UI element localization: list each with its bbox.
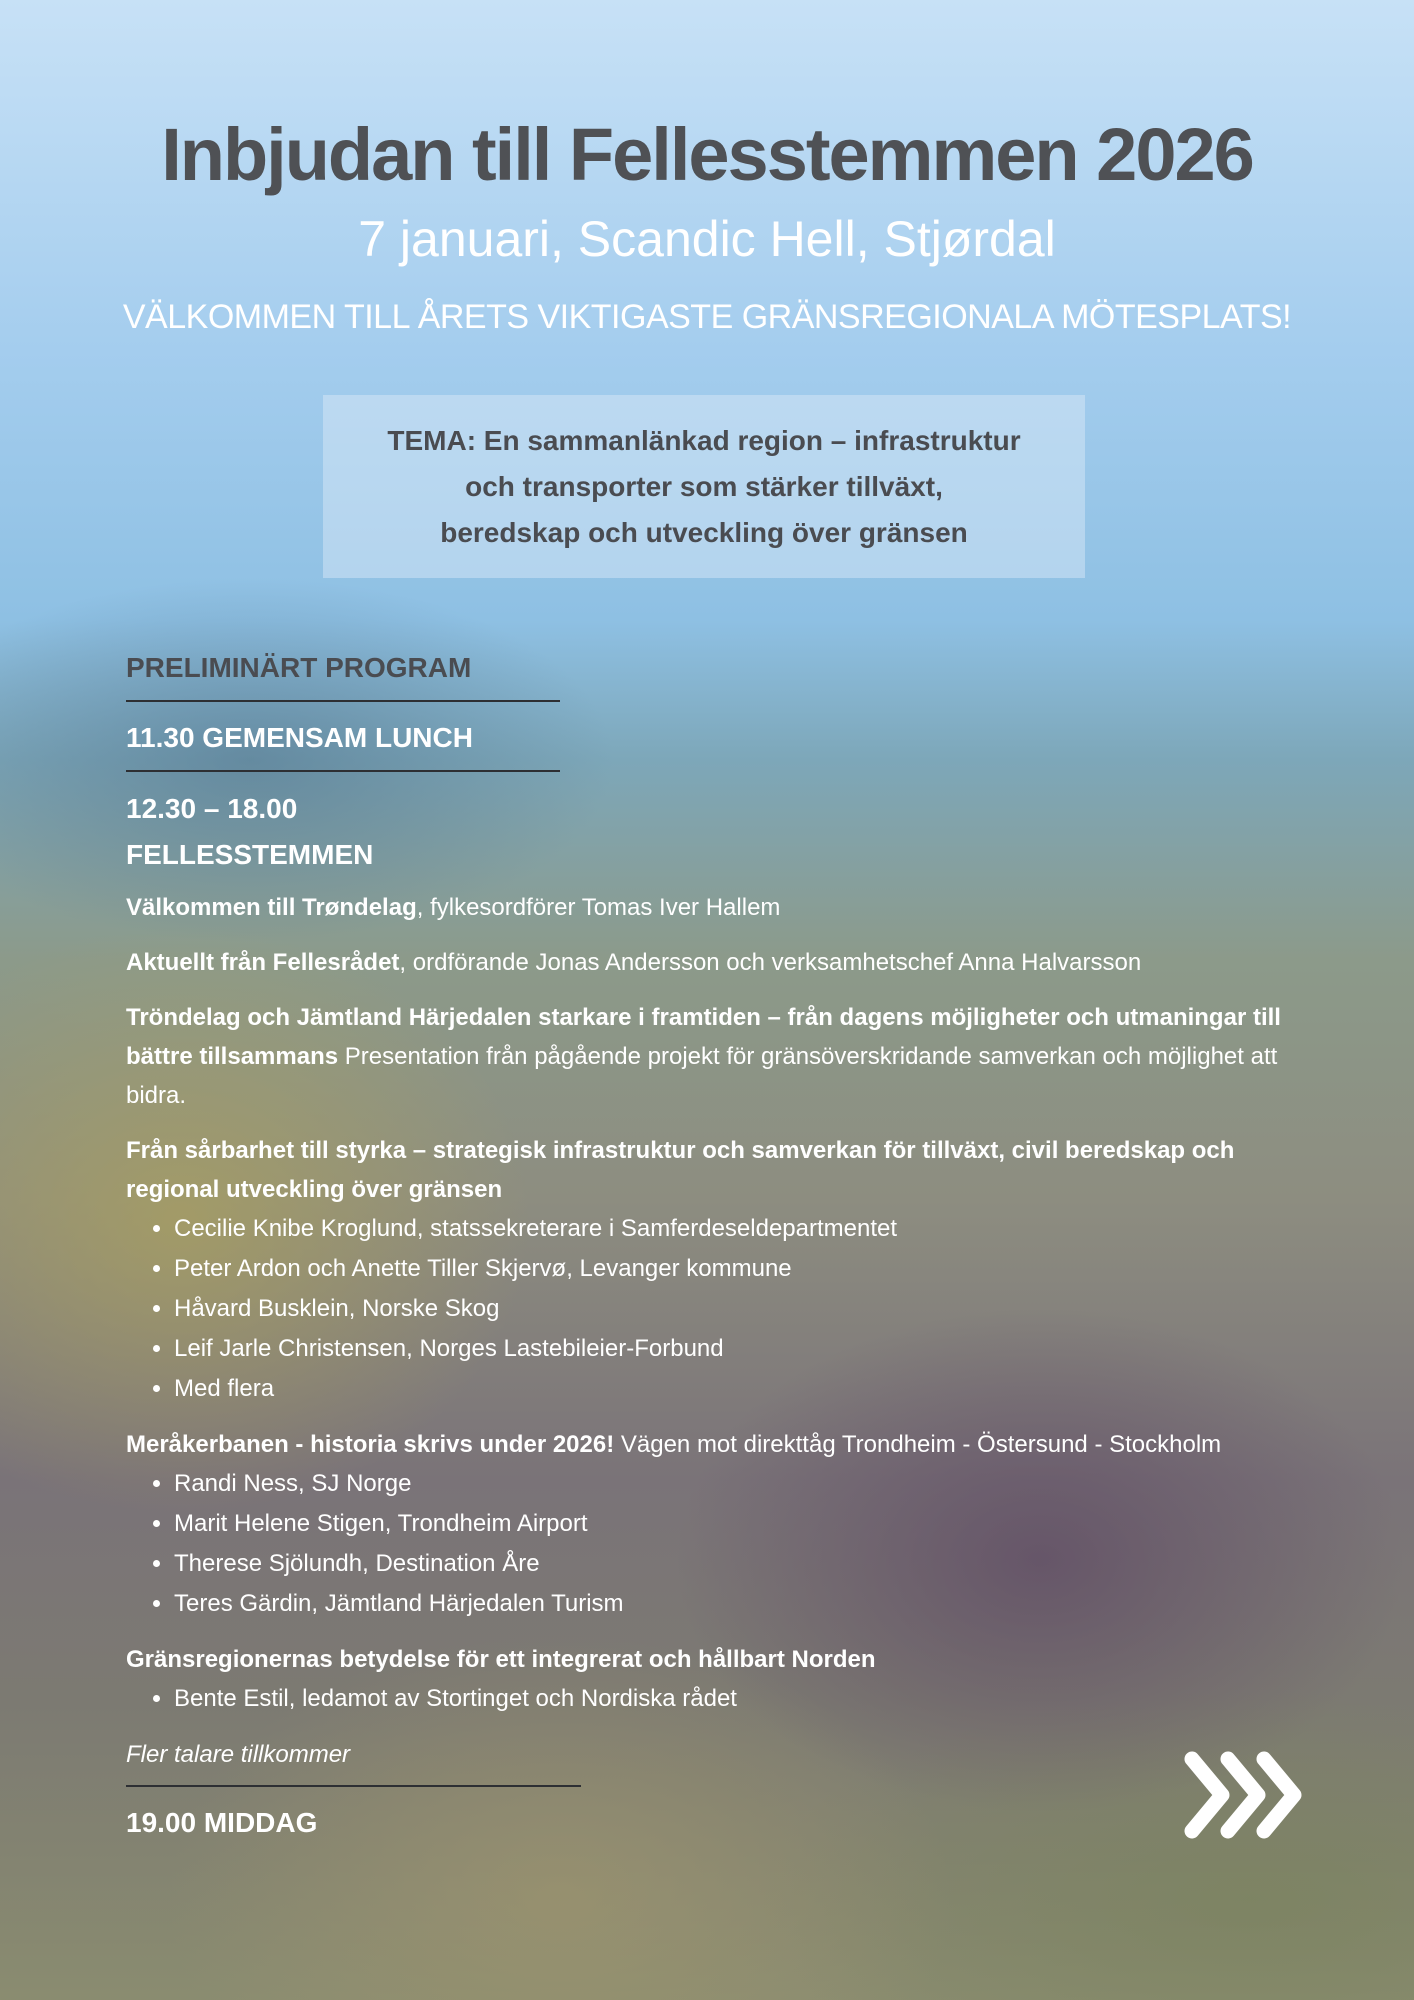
program-heading: PRELIMINÄRT PROGRAM — [126, 652, 472, 683]
item-title: Från sårbarhet till styrka – strategisk infrastruktur och samverkan för tillväxt, civil beredskap och regional utveckling över gränsen — [126, 1137, 1235, 1203]
speaker-list — [126, 1679, 1286, 1719]
program-section — [126, 646, 1286, 1845]
speaker-list — [126, 1464, 1286, 1624]
theme-line-1: TEMA: En sammanlänkad region – infrastruktur — [387, 424, 1021, 456]
program-item — [126, 998, 1286, 1115]
theme-line-3: beredskap och utveckling över gränsen — [440, 516, 968, 548]
theme-line-2: och transporter som stärker tillväxt, — [465, 470, 943, 502]
item-title: Gränsregionernas betydelse för ett integrerat och hållbart Norden — [126, 1646, 876, 1673]
speaker: • Leif Jarle Christensen, Norges Lastebileier-Forbund — [174, 1329, 1286, 1369]
event-date-location: 7 januari, Scandic Hell, Stjørdal — [358, 211, 1056, 267]
item-text: , ordförande Jonas Andersson och verksamhetschef Anna Halvarsson — [399, 949, 1142, 976]
item-title: Aktuellt från Fellesrådet — [126, 949, 400, 976]
speaker: • Therese Sjölundh, Destination Åre — [174, 1544, 1286, 1584]
speaker: • Peter Ardon och Anette Tiller Skjervø, Levanger kommune — [174, 1249, 1286, 1289]
speaker: • Med flera — [174, 1369, 1286, 1409]
speaker-list — [126, 1209, 1286, 1409]
program-item — [126, 943, 1286, 982]
welcome-banner: VÄLKOMMEN TILL ÅRETS VIKTIGASTE GRÄNSREGIONALA MÖTESPLATS! — [122, 298, 1292, 336]
item-title: Tröndelag och Jämtland Härjedalen starkare i framtiden – från dagens möjligheter och utmaningar till bättre tillsammans — [126, 1004, 1281, 1070]
page-title: Inbjudan till Fellesstemmen 2026 — [161, 113, 1253, 196]
dinner-time: 19.00 MIDDAG — [126, 1807, 318, 1838]
program-item — [126, 1425, 1286, 1464]
speaker: • Teres Gärdin, Jämtland Härjedalen Turism — [174, 1584, 1286, 1624]
item-text: , fylkesordförer Tomas Iver Hallem — [416, 894, 781, 921]
lunch-time: 11.30 GEMENSAM LUNCH — [126, 722, 473, 753]
item-text: Presentation från pågående projekt för gränsöverskridande samverkan och möjlighet att bidra. — [126, 1043, 1278, 1109]
speaker: • Marit Helene Stigen, Trondheim Airport — [174, 1504, 1286, 1544]
speaker: • Cecilie Knibe Kroglund, statssekreterare i Samferdeseldepartmentet — [174, 1209, 1286, 1249]
divider — [126, 700, 560, 702]
divider — [126, 1785, 581, 1787]
theme-box — [323, 395, 1085, 578]
program-item — [126, 1640, 1286, 1679]
divider — [126, 770, 560, 772]
session-time: 12.30 – 18.00 — [126, 793, 298, 824]
item-title: Välkommen till Trøndelag — [126, 894, 417, 921]
more-speakers-note: Fler talare tillkommer — [126, 1741, 351, 1768]
program-item — [126, 888, 1286, 927]
speaker: • Bente Estil, ledamot av Stortinget och Nordiska rådet — [174, 1679, 1286, 1719]
session-name: FELLESSTEMMEN — [126, 839, 374, 870]
program-item — [126, 1131, 1286, 1209]
triple-chevron-right-icon — [1180, 1745, 1315, 1845]
item-text: Vägen mot direkttåg Trondheim - Östersund - Stockholm — [614, 1431, 1222, 1458]
speaker: • Håvard Busklein, Norske Skog — [174, 1289, 1286, 1329]
speaker: • Randi Ness, SJ Norge — [174, 1464, 1286, 1504]
item-title: Meråkerbanen - historia skrivs under 2026! — [126, 1431, 615, 1458]
